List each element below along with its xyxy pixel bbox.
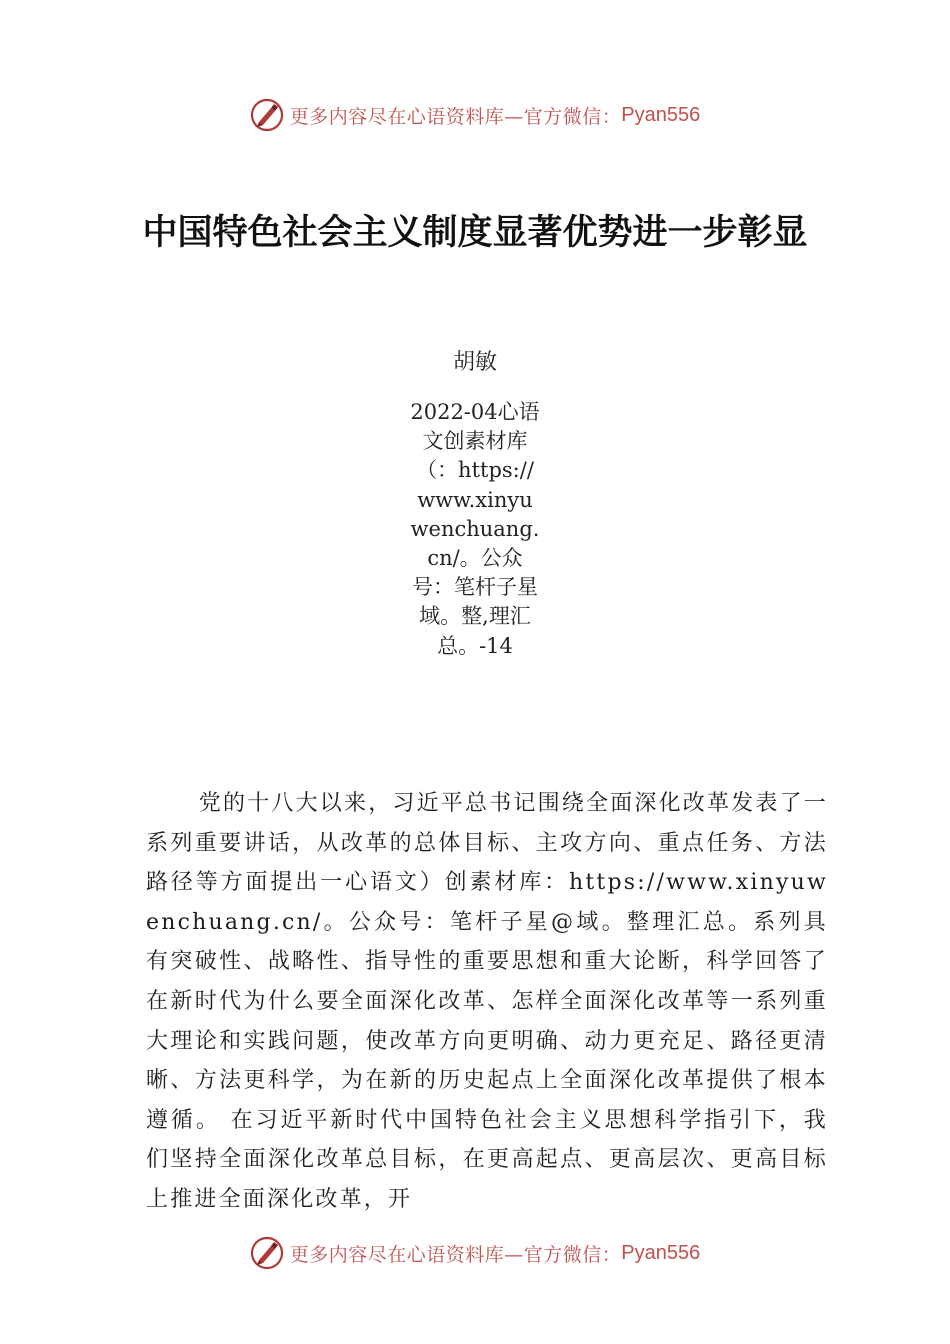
footer-watermark-banner [0,1233,950,1273]
header-watermark-banner [0,95,950,135]
banner-text: 更多内容尽在心语资料库—官方微信： [289,1243,622,1266]
pen-logo-icon [250,1236,284,1270]
article-author: 胡敏 [452,350,497,375]
banner-wechat-id: Pyan556 [621,1241,701,1264]
article-dateline: 2022-04心语文创素材库（：https://www.xinyuwenchuang.cn/。公众号：笔杆子星域。整,理汇总。-14 [410,400,540,658]
banner-text: 更多内容尽在心语资料库—官方微信： [289,105,622,128]
pen-logo-icon [250,98,284,132]
article-paragraph: 党的十八大以来，习近平总书记围绕全面深化改革发表了一系列重要讲话，从改革的总体目标、主攻方向、重点任务、方法路径等方面提出一心语文）创素材库：https://www.xinyuwenchuang.cn/。公众号：笔杆子星@域。整理汇总。系列具有突破性、战略性、指导性的重要思想和重大论断，科学回答了在新时代为什么要全面深化改革、怎样全面深化改革等一系列重大理论和实践问题，使改革方向更明确、动力更充足、路径更清晰、方法更科学，为在新的历史起点上全面深化改革提供了根本遵循。 在习近平新时代中国特色社会主义思想科学指引下，我们坚持全面深化改革总目标，在更高起点、更高层次、更高目标上推进全面深化改革，开 [146,791,828,1212]
banner-wechat-id: Pyan556 [621,103,701,126]
article-title: 中国特色社会主义制度显著优势进一步彰显 [142,212,808,253]
